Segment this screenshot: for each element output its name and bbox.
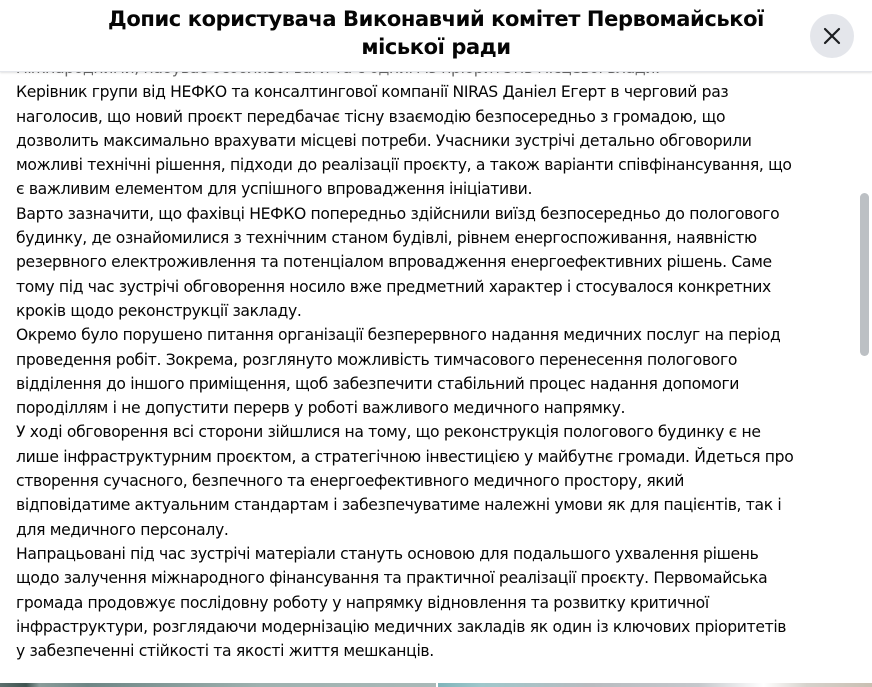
post-text-line: тому під час зустрічі обговорення носило вже предметний характер і стосувалося конкретних: [16, 277, 771, 296]
post-text-line: Керівник групи від НЕФКО та консалтингової компанії NIRAS Даніел Егерт в черговий раз: [16, 83, 729, 102]
post-text-line: породіллям і не допустити перерв у роботі важливого медичного напрямку.: [16, 399, 626, 418]
post-text: [0, 80, 872, 663]
close-icon: [822, 26, 842, 46]
post-photos: [0, 683, 872, 687]
close-button[interactable]: [810, 14, 854, 58]
post-text-line: У ході обговорення всі сторони зійшлися на тому, що реконструкція пологового будинку є не: [16, 423, 761, 442]
post-text-line: будинку, де ознайомилися з технічним станом будівлі, рівнем енергоспоживання, наявністю: [16, 229, 757, 248]
post-text-line: наголосив, що новий проєкт передбачає тісну взаємодію безпосередньо з громадою, що: [16, 107, 726, 126]
post-text-line: Варто зазначити, що фахівці НЕФКО попередньо здійснили виїзд безпосередньо до пологового: [16, 204, 780, 223]
post-text-line: кроків щодо реконструкції закладу.: [16, 301, 302, 320]
post-text-line: у забезпеченні стійкості та якості життя мешканців.: [16, 642, 434, 661]
post-text-line: створення сучасного, безпечного та енергоефективного медичного простору, який: [16, 472, 685, 491]
dialog-title: [70, 5, 802, 61]
post-text-line: лише інфраструктурним проєктом, а стратегічною інвестицією у майбутнє громади. Йдеться про: [16, 447, 794, 466]
post-text-line: дозволить максимально врахувати місцеві потреби. Учасники зустрічі детально обговорили: [16, 131, 752, 150]
post-photo-2[interactable]: [438, 683, 872, 687]
scrollbar[interactable]: [858, 72, 872, 683]
post-text-line: проведення робіт. Зокрема, розглянуто можливість тимчасового перенесення пологового: [16, 350, 738, 369]
post-text-line: резервного електроживлення та потенціалом впровадження енергоефективних рішень. Саме: [16, 253, 772, 272]
post-text-line: Напрацьовані під час зустрічі матеріали стануть основою для подальшого ухвалення рішень: [16, 544, 759, 563]
post-body: [0, 56, 872, 683]
post-text-line: Окремо було порушено питання організації безперервного надання медичних послуг на період: [16, 326, 781, 345]
post-text-line: інфраструктури, розглядаючи модернізацію медичних закладів як один із ключових пріоритетів: [16, 617, 787, 636]
post-text-line: є важливим елементом для успішного впровадження ініціативи.: [16, 180, 533, 199]
post-text-line: відповідатиме актуальним стандартам і забезпечуватиме належні умови як для пацієнтів, так і: [16, 496, 782, 515]
post-text-line: відділення до іншого приміщення, щоб забезпечити стабільний процес надання допомоги: [16, 374, 740, 393]
dialog-title-line-1: Допис користувача Виконавчий комітет Первомайської: [108, 7, 764, 31]
post-text-line: щодо залучення міжнародного фінансування та практичної реалізації проєкту. Первомайська: [16, 569, 768, 588]
post-text-line: для медичного персоналу.: [16, 520, 229, 539]
scrollbar-thumb[interactable]: [860, 193, 869, 356]
post-text-line: громада продовжує послідовну роботу у напрямку відновлення та розвитку критичної: [16, 593, 709, 612]
post-photo-1[interactable]: [0, 683, 436, 687]
dialog-title-line-2: міської ради: [361, 35, 511, 59]
post-text-line: можливі технічні рішення, підходи до реалізації проєкту, а також варіанти співфінансування, що: [16, 156, 792, 175]
dialog-header: [0, 0, 872, 72]
